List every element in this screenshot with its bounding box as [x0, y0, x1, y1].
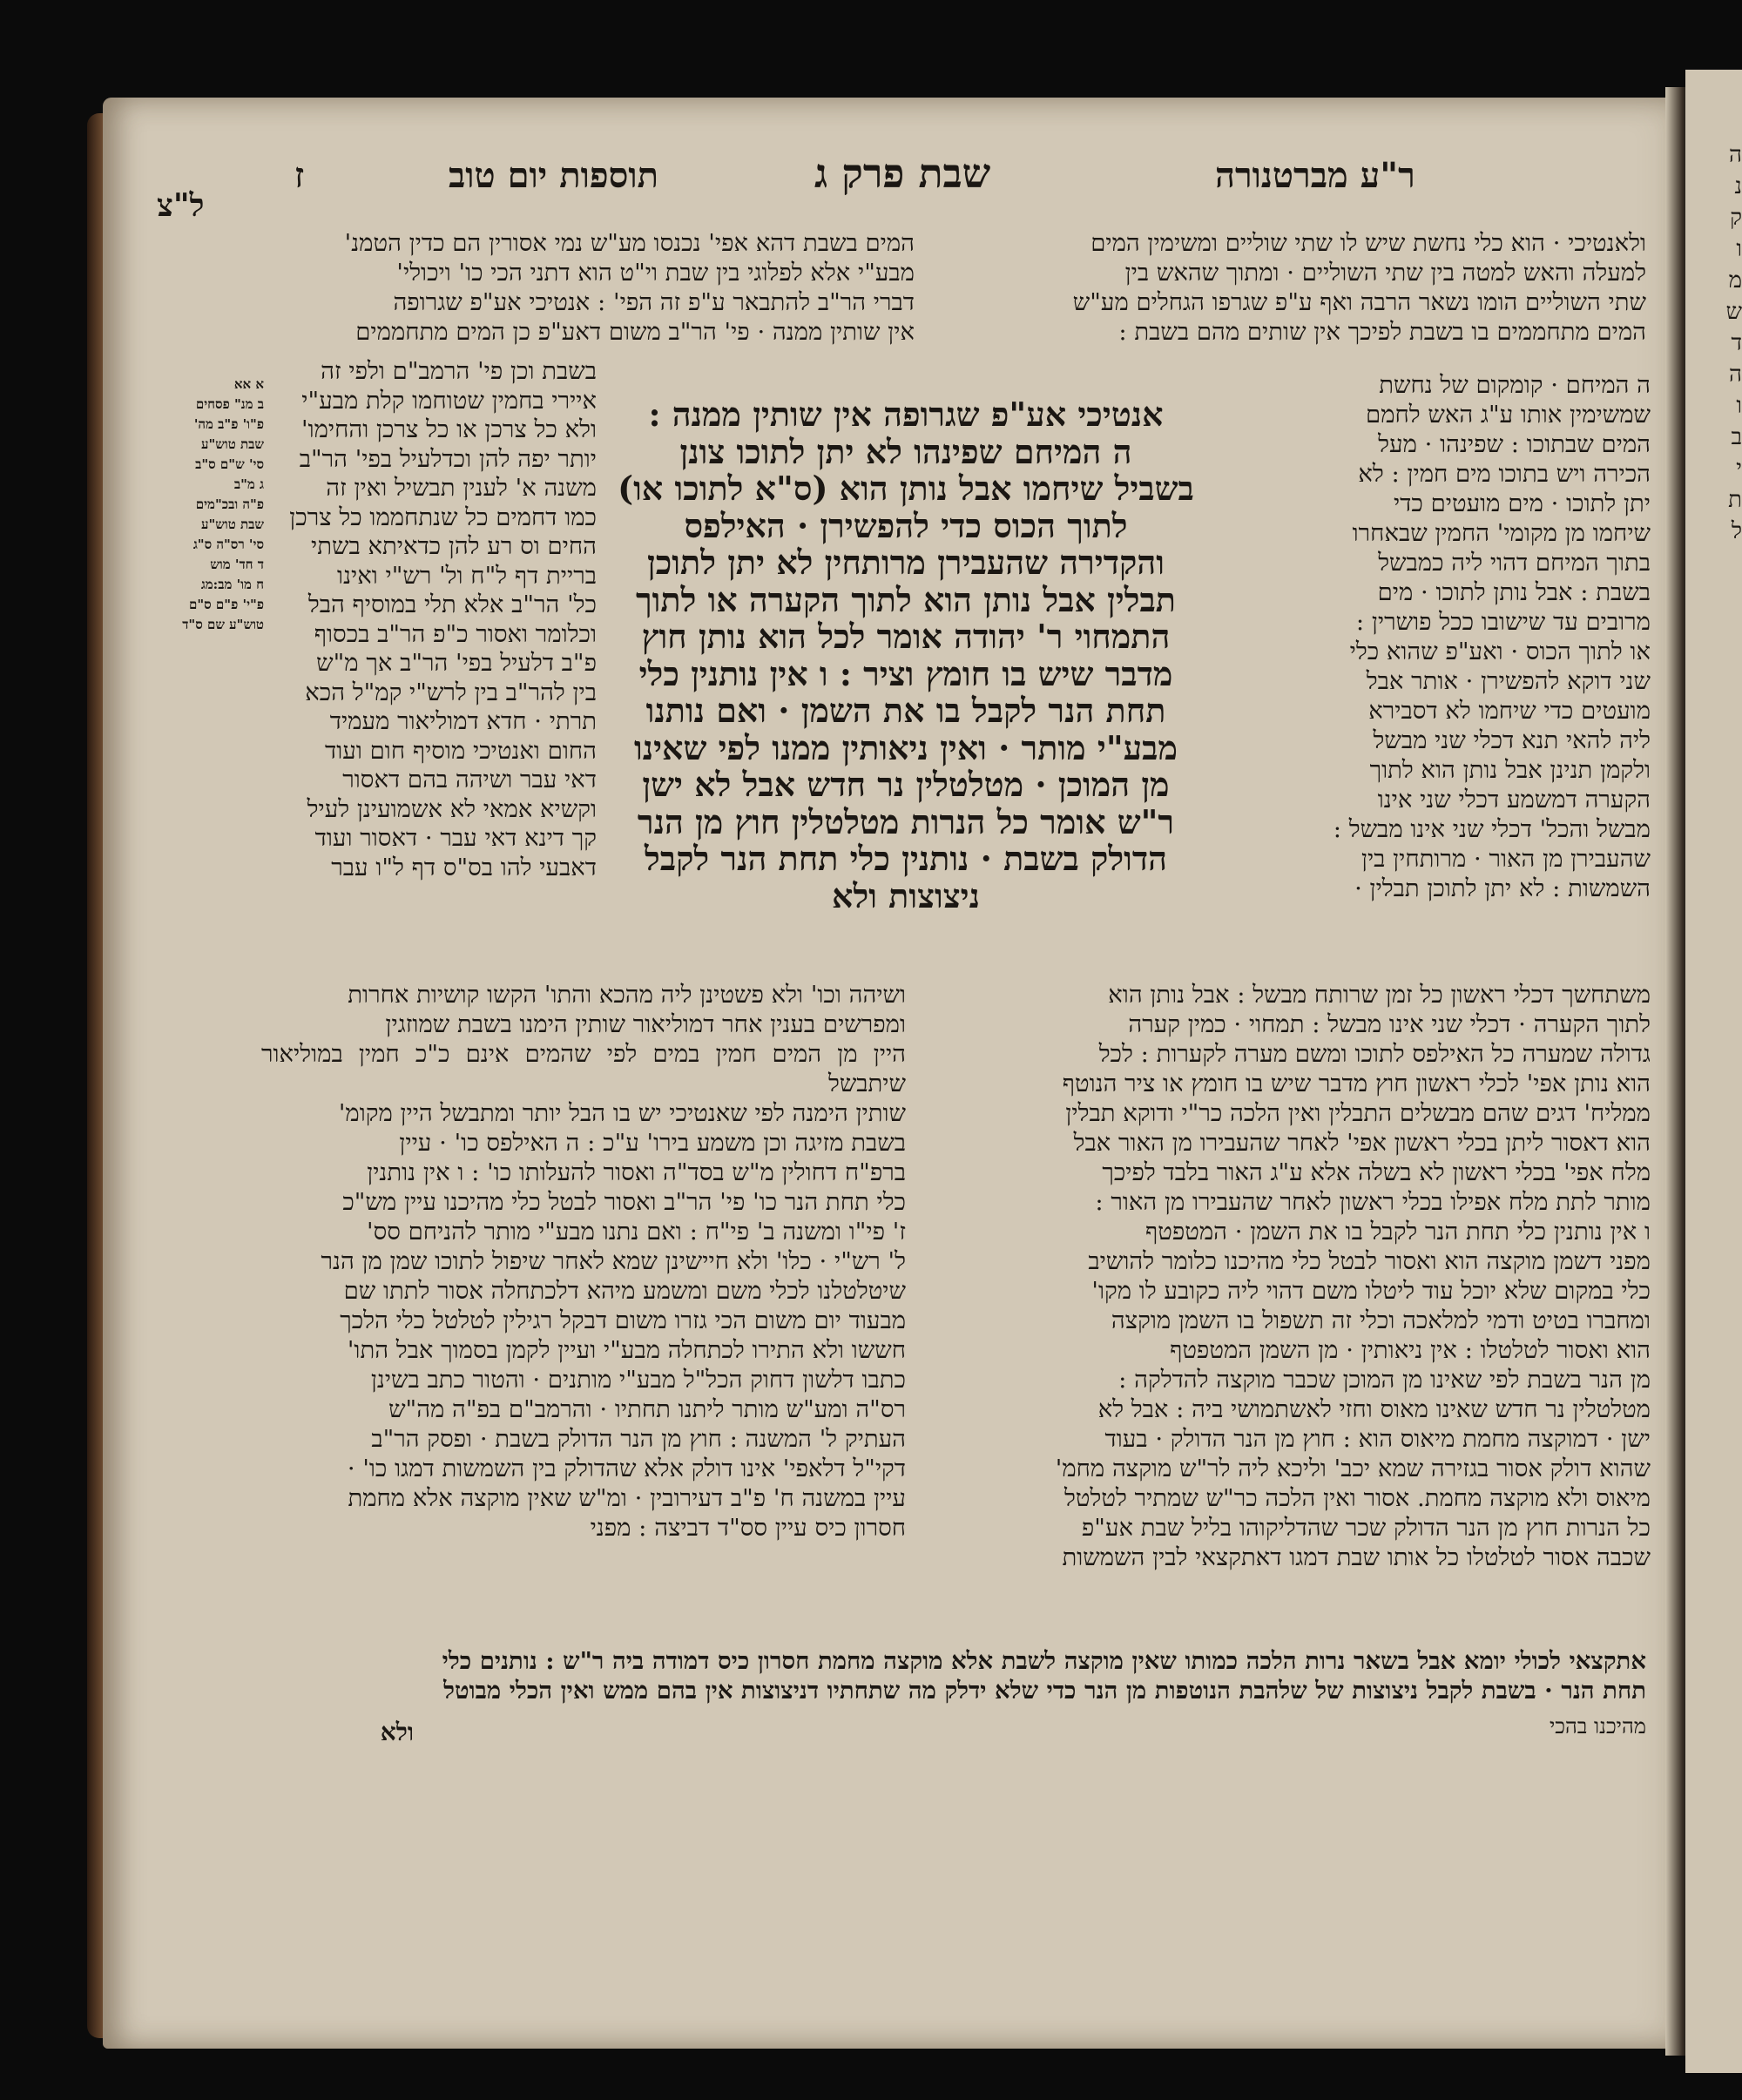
- bartenura-commentary-top: ולאנטיכי · הוא כלי נחשת שיש לו שתי שוליים ומשימין המים למעלה והאש למטה בין שתי השוליים · ומתוך שהאש בין שתי השוליים הומו נשאר הרבה ואף ע"פ שגרפו הגחלים מע"ש המים מתחממים בו בשבת לפיכך אין שותים מהם בשבת :: [1072, 229, 1646, 346]
- mishnah-text: אנטיכי אע"פ שגרופה אין שותין ממנה : ה המיחם שפינהו לא יתן לתוכו צונן בשביל שיחמו אבל נותן הוא (ס"א לתוכו או) לתוך הכוס כדי להפשירן · האילפס והקדירה שהעבירן מרותחין לא יתן לתוכן תבלין אבל נותן הוא לתוך הקערה או לתוך התמחוי ר' יהודה אומר לכל הוא נותן חוץ מדבר שיש בו חומץ וציר : ו אין נותנין כלי תחת הנר לקבל בו את השמן · ואם נותנו מבע"י מותר · ואין ניאותין ממנו לפי שאינו מן המוכן · מטלטלין נר חדש אבל לא ישן ר"ש אומר כל הנרות מטלטלין חוץ מן הנר הדולק בשבת · נותנין כלי תחת הנר לקבל ניצוצות ולא: [618, 396, 1194, 915]
- margin-references: א אא ב מנ" פסחים פ"ו' פ"ב מה' שבת טוש"ע סי' ש"ם ס"ב ג מ"ב פ"ה ובכ"מים שבת טוש"ע סי' רס"ה ס"ג ד חד' מוש ח מו' מב:מג פ"י' פ"ם ס"ם טוש"ע שם ס"ד: [182, 376, 264, 632]
- bartenura-commentary-right: ה המיחם · קומקום של נחשת שמשימין אותו ע"ג האש לחמם המים שבתוכו : שפינהו · מעל הכירה ויש בתוכו מים חמין : לא יתן לתוכו · מים מועטים כדי שיחמו מן מקומי' החמין שבאחרו בתוך המיחם דהוי ליה כמבשל בשבת : אבל נותן לתוכו · מים מרובים עד שישובו ככל פושרין : או לתוך הכוס · ואע"פ שהוא כלי שני דוקא להפשירן · אותר אבל מועטים כדי שיחמו לא דסבירא ליה להאי תנא דכלי שני מבשל ולקמן תנינן אבל נותן הוא לתוך הקערה דמשמע דכלי שני אינו מבשל והכל' דכלי שני אינו מבשל : שהעבירן מן האור · מרותחין בין השמשות : לא יתן לתוכן תבלין ·: [1333, 371, 1651, 902]
- folio-number: ל"צ: [157, 187, 205, 224]
- tosafot-commentary-left: בשבת וכן פי' הרמב"ם ולפי זה איירי בחמין שטוחמו קלת מבע"י ולא כל צרכן או כל צרכן והחימו' יותר יפה להן וכדלעיל בפי' הר"ב משנה א' לענין תבשיל ואין זה כמו דחמים כל שנתחממו כל צרכן החים וס רע להן כדאיתא בשתי בריית דף ל"ח ול' רש"י ואינו כל' הר"ב אלא תלי במוסיף הבל וכלומר ואסור כ"פ הר"ב בכסוף פ"ב דלעיל בפי' הר"ב אך מ"ש בין להר"ב בין לרש"י קמ"ל הכא תרתי · חדא דמוליאור מעמיד החום ואנטיכי מוסיף חום ועוד דאי עבר ושיהה בהם דאסור וקשיא אמאי לא אשמועינן לעיל קך דינא דאי עבר · דאסור ועוד דאבעי להו בס"ס דף ל"ו עבר: [289, 357, 597, 881]
- header-page-letter: ז: [294, 155, 305, 196]
- footer-continuation: מהיכנו בהכי: [1549, 1714, 1646, 1739]
- header-left-title: ר"ע מברטנורה: [1215, 155, 1415, 196]
- header-center-title: שבת פרק ג: [814, 150, 991, 197]
- bartenura-commentary-bottom: משתחשך דכלי ראשון כל זמן שרותח מבשל : אבל נותן הוא לתוך הקערה · דכלי שני אינו מבשל : תמחוי · כמין קערה גדולה שמערה כל האילפס לתוכו ומשם מערה לקערות : לכל הוא נותן אפי' לכלי ראשון חוץ מדבר שיש בו חומץ או ציר הנוטף ממליח' דגים שהם מבשלים התבלין ואין הלכה כר"י ודוקא תבלין הוא דאסור ליתן בכלי ראשון אפי' לאחר שהעבירו מן האור אבל מלח אפי' בכלי ראשון לא בשלה אלא ע"ג האור בלבד לפיכך מותר לתת מלח אפילו בכלי ראשון לאחר שהעבירו מן האור : ו אין נותנין כלי תחת הנר לקבל בו את השמן · המטפטף מפני דשמן מוקצה הוא ואסור לבטל כלי מהיכנו כלומר להושיב כלי במקום שלא יוכל עוד ליטלו משם דהוי ליה כקובע לו מקו' ומחברו בטיט ודמי למלאכה וכלי זה תשפול בו השמן מוקצה הוא ואסור לטלטלו : אין ניאותין · מן השמן המטפטף מן הנר בשבת לפי שאינו מן המוכן שכבר מוקצה להדלקה : מטלטלין נר חדש שאינו מאוס וחזי לאשתמושי ביה : אבל לא ישן · דמוקצה מחמת מיאוס הוא : חוץ מן הנר הדולק · בעוד שהוא דולק אסור בגזירה שמא יכב' וליכא ליה לר"ש מוקצה מחמ' מיאוס ולא מוקצה מחמת. אסור ואין הלכה כר"ש שמתיר לטלטל כל הנרות חוץ מן הנר הדולק שכר שהדליקוהו בליל שבת אע"פ שכבה אסור לטלטלו כל אותו שבת דמגו דאתקצאי לבין השמשות: [1055, 981, 1651, 1571]
- bartenura-commentary-footer: אתקצאי לכולי יומא אבל בשאר נרות הלכה כמותו שאין מוקצה לשבת אלא מוקצה מחמת חסרון כיס דמודה ביה ר"ש : נותנים כלי תחת הנר · בשבת לקבל ניצוצות של שלהבת הנוטפות מן הנר כדי שלא ידלק מה שתחתיו דניצוצות אין בהם ממש ואין הכלי מבוטל: [442, 1647, 1646, 1705]
- catchword: ולא: [380, 1718, 414, 1746]
- header-right-title: תוספות יום טוב: [449, 155, 658, 196]
- next-page-text: ה נ ק ו מ ש ד ה ו ב י ת ל: [1725, 142, 1742, 544]
- tosafot-commentary-top: המים בשבת דהא אפי' נכנסו מע"ש נמי אסורין הם כדין הטמנ' מבע"י אלא לפלוגי בין שבת וי"ט הוא דתני הכי כו' ויכולי' דברי הר"ב להתבאר ע"פ זה הפי' : אנטיכי אע"פ שגרופה אין שותין ממנה · פי' הר"ב משום דאע"פ כן המים מתחממים: [344, 229, 915, 346]
- tosafot-commentary-bottom: ושיהה וכו' ולא פשטינן ליה מהכא והתו' הקשו קושיות אחרות ומפרשים בענין אחר דמוליאור שותין הימנו בשבת שמוזגין היין מן המים חמין במים לפי שהמים אינם כ"כ חמין במוליאור שיתבשל שותין הימנה לפי שאנטיכי יש בו הבל יותר ומתבשל היין מקומ' בשבת מזיגה וכן משמע בירו' ע"כ : ה האילפס כו' · עיין ברפ"ח דחולין מ"ש בסד"ה ואסור להעלותו כו' : ו אין נותנין כלי תחת הנר כו' פי' הר"ב ואסור לבטל כלי מהיכנו עיין מש"כ ז' פי"ו ומשנה ב' פי"ח : ואם נתנו מבע"י מותר להניחם סס' ל' רש"י · כלו' ולא חיישינן שמא לאחר שיפול לתוכו שמן מן הנר שיטלטלנו לכלי משם ומשמע מיהא דלכתחלה אסור לתתו שם מבעוד יום משום הכי גזרו משום דבקל רגילין לטלטל כלי הלכך חששו ולא התירו לכתחלה מבע"י ועיין לקמן בסמוך אבל התו' כתבו דלשון דחוק הכל"ל מבע"י מותנים · והטור כתב בשינן רס"ה ומע"ש מותר ליתנו תחתיו · והרמב"ם בפ"ה מה"ש העתיק ל' המשנה : חוץ מן הנר הדולק בשבת · ופסק הר"ב דקי"ל דלאפי' אינו דולק אלא שהדולק בין השמשות דמגו כו' · עיין במשנה ח' פ"ב דעירובין · ומ"ש שאין מוקצה אלא מחמת חסרון כיס עיין סס"ד דביצה : מפני: [261, 981, 906, 1542]
